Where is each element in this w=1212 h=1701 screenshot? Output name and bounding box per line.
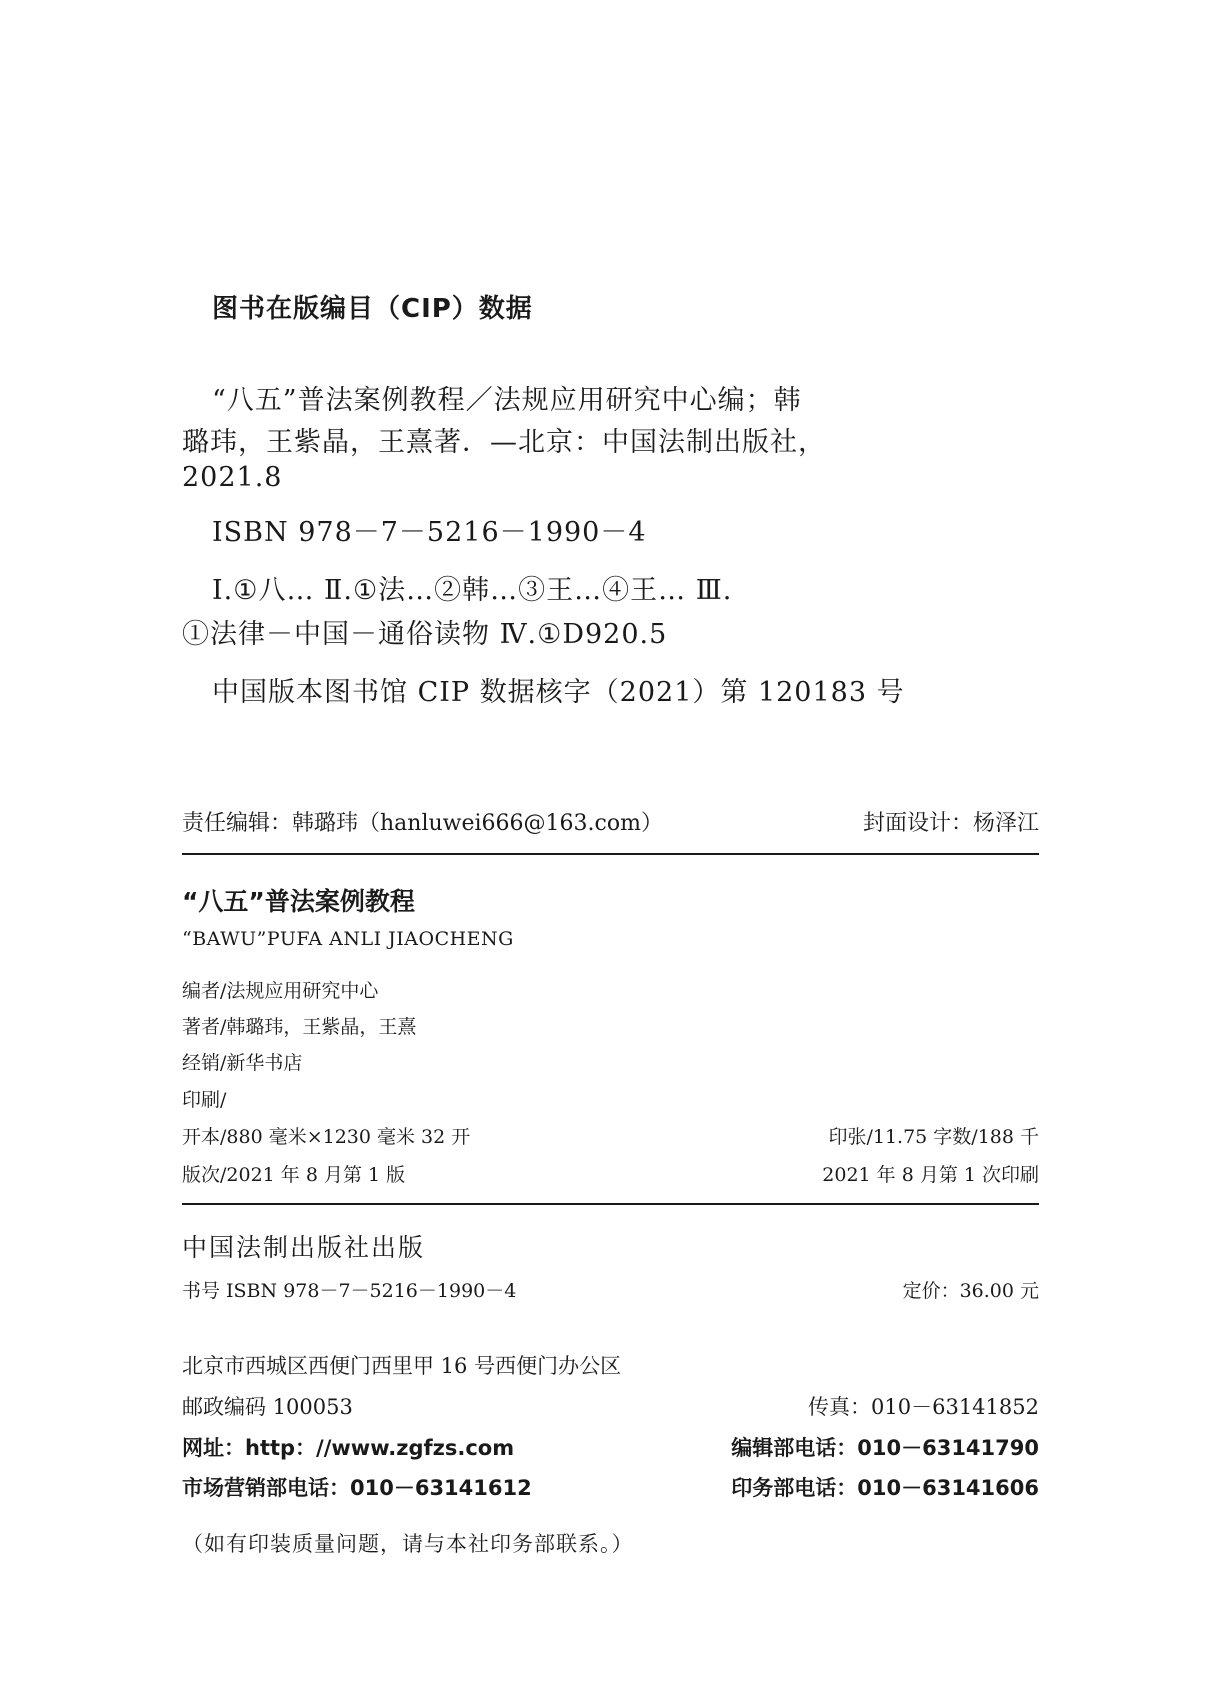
cip-entry-line-3: 2021.8 xyxy=(182,462,283,493)
responsible-editor: 责任编辑：韩璐玮（hanluwei666@163.com） xyxy=(182,811,663,836)
cip-entry-line-1: “八五”普法案例教程／法规应用研究中心编；韩 xyxy=(212,385,802,416)
book-title-pinyin: “BAWU”PUFA ANLI JIAOCHENG xyxy=(182,928,514,950)
price: 定价：36.00 元 xyxy=(902,1280,1039,1302)
cip-number: 中国版本图书馆 CIP 数据核字（2021）第 120183 号 xyxy=(212,677,905,708)
printing: 2021 年 8 月第 1 次印刷 xyxy=(822,1164,1039,1186)
cover-design: 封面设计：杨泽江 xyxy=(862,811,1039,836)
distributor: 经销/新华书店 xyxy=(182,1052,303,1074)
edition: 版次/2021 年 8 月第 1 版 xyxy=(182,1164,406,1186)
printing-phone: 印务部电话：010－63141606 xyxy=(731,1476,1039,1500)
printer: 印刷/ xyxy=(182,1089,227,1111)
book-title: “八五”普法案例教程 xyxy=(182,887,415,916)
isbn-line: 书号 ISBN 978－7－5216－1990－4 xyxy=(182,1280,517,1302)
cip-classification-line-2: ①法律－中国－通俗读物 Ⅳ.①D920.5 xyxy=(182,619,668,650)
address: 北京市西城区西便门西里甲 16 号西便门办公区 xyxy=(182,1354,622,1378)
cip-isbn: ISBN 978－7－5216－1990－4 xyxy=(212,517,647,548)
postcode: 邮政编码 100053 xyxy=(182,1395,353,1419)
marketing-phone: 市场营销部电话：010－63141612 xyxy=(182,1476,532,1500)
cip-heading: 图书在版编目（CIP）数据 xyxy=(212,294,533,324)
fax: 传真：010－63141852 xyxy=(808,1395,1039,1419)
cip-entry-line-2: 璐玮，王紫晶，王熹著．—北京：中国法制出版社， xyxy=(182,427,826,458)
book-format: 开本/880 毫米×1230 毫米 32 开 xyxy=(182,1126,471,1148)
compiler: 编者/法规应用研究中心 xyxy=(182,980,379,1002)
cip-classification-line-1: Ⅰ.①八… Ⅱ.①法…②韩…③王…④王… Ⅲ. xyxy=(212,575,733,606)
divider-bottom xyxy=(182,1203,1039,1205)
publisher-name: 中国法制出版社出版 xyxy=(182,1233,426,1262)
authors: 著者/韩璐玮，王紫晶，王熹 xyxy=(182,1016,417,1038)
website: 网址：http：//www.zgfzs.com xyxy=(182,1436,515,1460)
quality-note: （如有印装质量问题，请与本社印务部联系。） xyxy=(182,1532,634,1556)
divider-top xyxy=(182,853,1039,855)
editorial-phone: 编辑部电话：010－63141790 xyxy=(731,1436,1039,1460)
sheets-and-words: 印张/11.75 字数/188 千 xyxy=(828,1126,1039,1148)
